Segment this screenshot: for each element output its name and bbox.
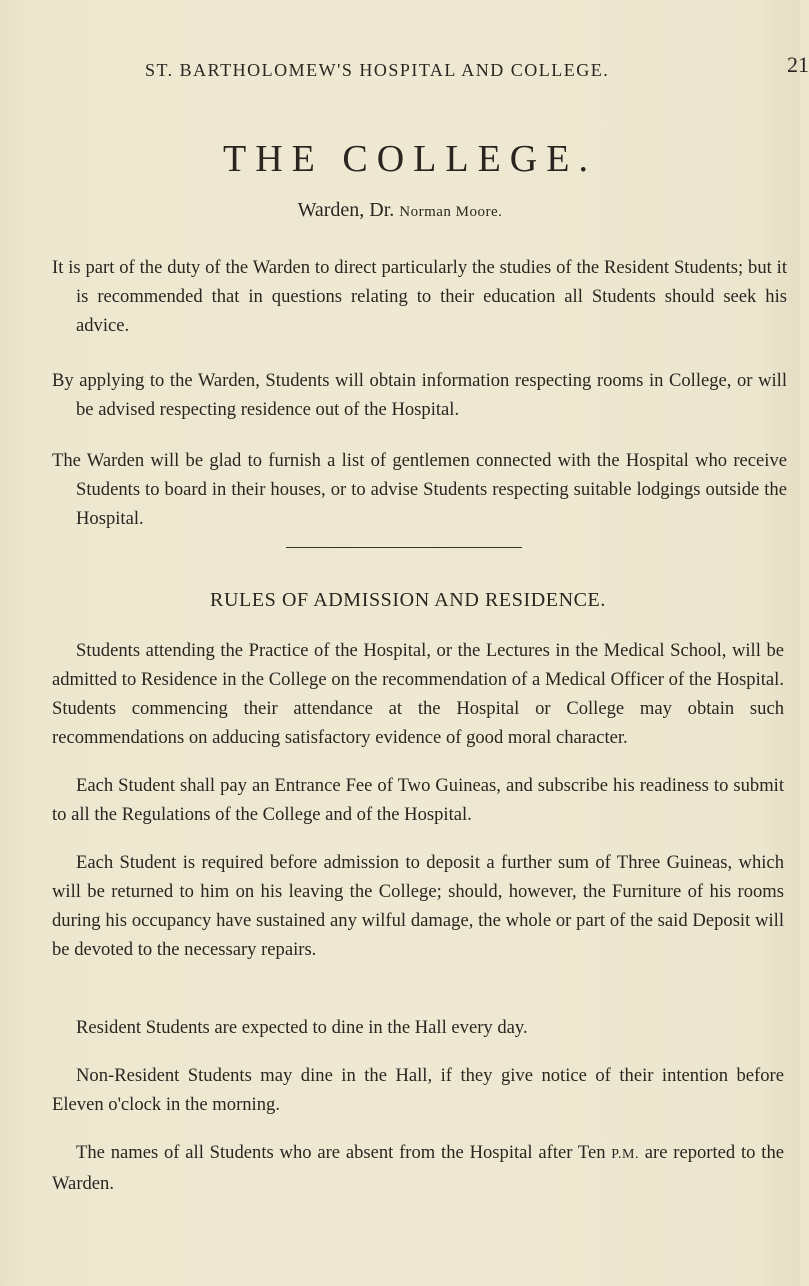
last-rule-time: P.M. (611, 1147, 639, 1162)
warden-prefix: Warden, Dr. (297, 199, 400, 221)
running-head-title: ST. BARTHOLOMEW'S HOSPITAL AND COLLEGE. (145, 60, 610, 80)
rule-paragraph: Each Student is required before admission to deposit a further sum of Three Guineas, which will be returned to him on his leaving the College; should, however, the Furniture of his rooms during his occupancy have sustained any wilful damage, the whole or part of the said Deposit will be devoted to the necessary repairs. (52, 852, 784, 960)
warden-line (0, 199, 800, 222)
last-rule-text-end: are reported to the Warden. (52, 1142, 784, 1194)
last-rule-text: The names of all Students who are absent from the Hospital after Ten (76, 1142, 612, 1163)
intro-paragraph: The Warden will be glad to furnish a list of gentlemen connected with the Hospital who receive Students to board in their houses, or to advise Students respecting suitable lodgings outside the Hospital. (52, 450, 787, 529)
rule-paragraph: Students attending the Practice of the Hospital, or the Lectures in the Medical School, will be admitted to Residence in the College on the recommendation of a Medical Officer of the Hospital. Students commencing their attendance at the Hospital or College may obtain such recommendations on adducing satisfactory evidence of good moral character. (52, 640, 784, 748)
page-title: THE COLLEGE. (223, 138, 597, 180)
rule-paragraph: Each Student shall pay an Entrance Fee of Two Guineas, and subscribe his readiness to submit to all the Regulations of the College and of the Hospital. (52, 775, 784, 825)
intro-paragraph: It is part of the duty of the Warden to direct particularly the studies of the Resident Students; but it is recommended that in questions relating to their education all Students should seek his advice. (52, 257, 787, 336)
rule-paragraph: Resident Students are expected to dine in the Hall every day. (76, 1017, 528, 1038)
intro-paragraph: By applying to the Warden, Students will obtain information respecting rooms in College, or will be advised respecting residence out of the Hospital. (52, 370, 787, 420)
page-number: 21 (787, 52, 809, 77)
rule-paragraph-last (52, 1138, 784, 1198)
rule-paragraph: Non-Resident Students may dine in the Hall, if they give notice of their intention before Eleven o'clock in the morning. (52, 1065, 784, 1115)
warden-name: Norman Moore. (399, 204, 503, 220)
section-divider (286, 547, 522, 548)
rules-heading: RULES OF ADMISSION AND RESIDENCE. (210, 589, 606, 611)
